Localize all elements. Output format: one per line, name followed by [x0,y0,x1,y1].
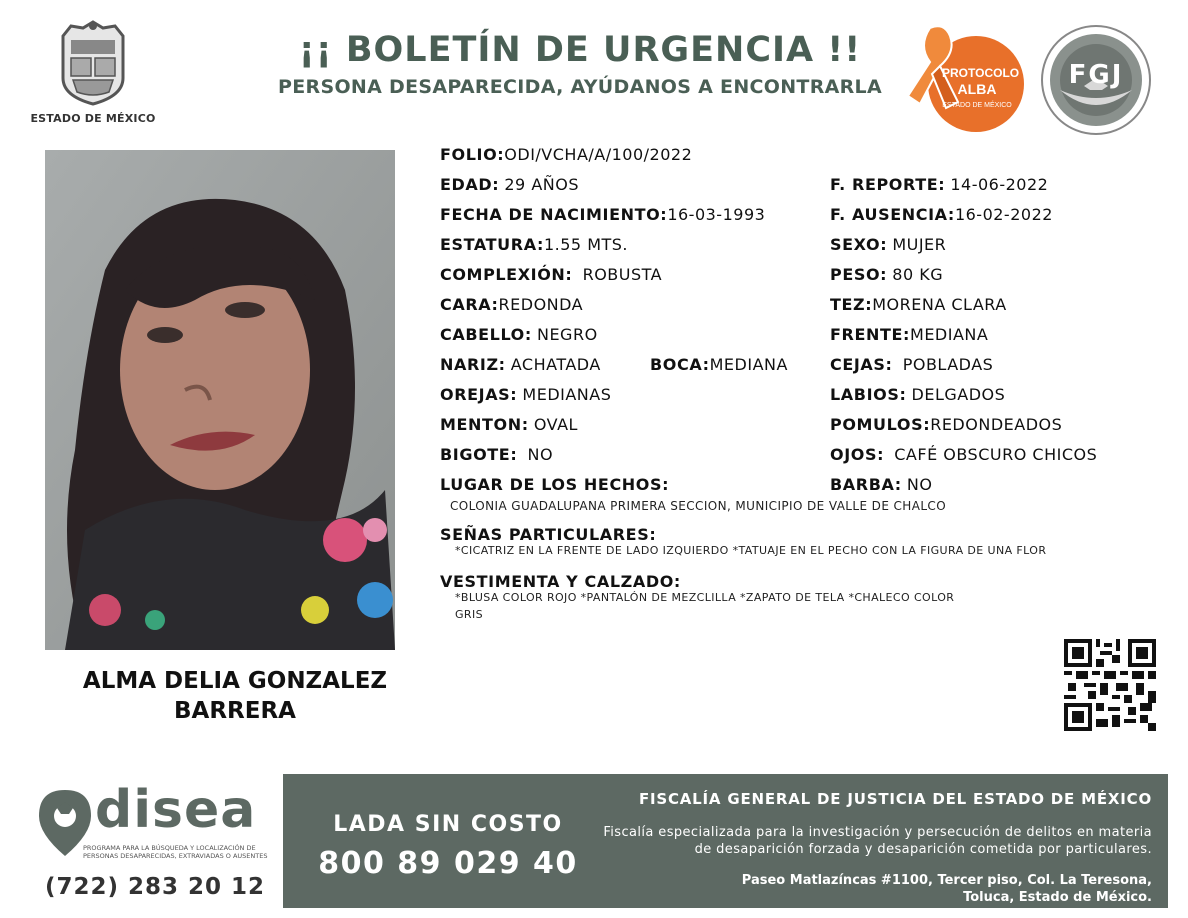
field-cabello [440,325,598,345]
field-edad-label: EDAD: [440,175,500,194]
lada-number[interactable]: 800 89 029 40 [318,846,578,881]
field-f-reporte-value: 14-06-2022 [950,175,1049,194]
field-pomulos [830,415,1062,435]
field-tez-value: MORENA CLARA [872,295,1007,314]
coat-of-arms-icon [53,18,133,106]
address-line2: Toluca, Estado de México. [963,890,1152,905]
fgj-text: FGJ [1068,60,1124,90]
alba-line3: ESTADO DE MÉXICO [942,102,1012,109]
field-lugar-label: LUGAR DE LOS HECHOS: [440,475,670,494]
address-line1: Paseo Matlazíncas #1100, Tercer piso, Col. La Teresona, [741,873,1152,888]
lada-title: LADA SIN COSTO [333,812,563,837]
field-cara [440,295,583,315]
field-lugar [440,475,669,495]
field-boca [650,355,788,375]
person-photo-illustration [45,150,395,650]
field-f-ausencia-value: 16-02-2022 [954,205,1053,224]
field-complexion-label: COMPLEXIÓN: [440,265,573,284]
odisea-word: disea [95,780,257,840]
fiscalia-description: Fiscalía especializada para la investigación y persecución de delitos en materia de desaparición forzada y desaparición cometida por particulares. [603,825,1152,857]
alba-line1: PROTOCOLO [942,66,1020,80]
field-estatura-value: 1.55 MTS. [543,235,629,254]
field-complexion-value: ROBUSTA [582,265,663,284]
field-nacimiento-label: FECHA DE NACIMIENTO: [440,205,668,224]
field-pomulos-label: POMULOS: [830,415,931,434]
field-labios-label: LABIOS: [830,385,907,404]
field-f-ausencia [830,205,1053,225]
qr-code-icon[interactable] [1064,639,1156,731]
field-pomulos-value: REDONDEADOS [930,415,1063,434]
field-peso-label: PESO: [830,265,888,284]
field-peso-value: 80 KG [892,265,944,284]
field-senas [440,525,656,545]
field-f-reporte [830,175,1048,195]
field-bigote-value: NO [527,445,554,464]
person-photo [45,150,395,650]
person-name [40,666,430,726]
odisea-caption: PROGRAMA PARA LA BÚSQUEDA Y LOCALIZACIÓN DE PERSONAS DESAPARECIDAS, EXTRAVIADAS O AUSENTES [83,844,268,860]
field-frente [830,325,988,345]
field-cejas-value: POBLADAS [902,355,994,374]
field-estatura-label: ESTATURA: [440,235,544,254]
protocolo-alba-logo [900,22,1030,132]
field-ojos [830,445,1097,465]
field-ojos-value: CAFÉ OBSCURO CHICOS [894,445,1098,464]
footer-band [283,774,1168,908]
field-cejas-label: CEJAS: [830,355,893,374]
odisea-logo [35,780,280,864]
field-lugar-value: COLONIA GUADALUPANA PRIMERA SECCION, MUNICIPIO DE VALLE DE CHALCO [450,499,947,513]
field-bigote [440,445,553,465]
field-cara-value: REDONDA [498,295,584,314]
field-labios-value: DELGADOS [911,385,1006,404]
field-boca-value: MEDIANA [709,355,788,374]
alba-line2: ALBA [957,81,997,97]
field-senas-value: *CICATRIZ EN LA FRENTE DE LADO IZQUIERDO *TATUAJE EN EL PECHO CON LA FIGURA DE UNA FLOR [455,544,1047,557]
person-name-line2: BARRERA [174,698,296,724]
page-subtitle: PERSONA DESAPARECIDA, AYÚDANOS A ENCONTRARLA [278,76,882,98]
field-frente-value: MEDIANA [910,325,989,344]
field-sexo [830,235,946,255]
field-f-ausencia-label: F. AUSENCIA: [830,205,955,224]
field-barba [830,475,932,495]
field-orejas-value: MEDIANAS [522,385,612,404]
field-estatura [440,235,628,255]
field-menton [440,415,578,435]
field-ojos-label: OJOS: [830,445,885,464]
field-folio [440,145,692,165]
field-cabello-label: CABELLO: [440,325,532,344]
field-orejas [440,385,611,405]
field-peso [830,265,943,285]
field-sexo-label: SEXO: [830,235,888,254]
field-menton-label: MENTON: [440,415,529,434]
field-vestimenta [440,572,681,592]
field-nariz-value: ACHATADA [510,355,601,374]
field-vestimenta-value-line1: *BLUSA COLOR ROJO *PANTALÓN DE MEZCLILLA *ZAPATO DE TELA *CHALECO COLOR [455,591,955,604]
field-cara-label: CARA: [440,295,499,314]
field-edad-value: 29 AÑOS [504,175,579,194]
field-sexo-value: MUJER [892,235,947,254]
field-cejas [830,355,993,375]
estado-caption: ESTADO DE MÉXICO [30,112,156,125]
estado-de-mexico-logo [28,18,158,125]
field-nacimiento [440,205,765,225]
field-orejas-label: OREJAS: [440,385,518,404]
field-vestimenta-value-line2: GRIS [455,608,483,621]
person-name-line1: ALMA DELIA GONZALEZ [82,668,388,694]
field-edad [440,175,579,195]
page-title: ¡¡ BOLETÍN DE URGENCIA !! [298,30,862,70]
field-tez-label: TEZ: [830,295,873,314]
field-vestimenta-label: VESTIMENTA Y CALZADO: [440,572,681,591]
field-senas-label: SEÑAS PARTICULARES: [440,525,657,544]
field-nacimiento-value: 16-03-1993 [667,205,766,224]
field-barba-label: BARBA: [830,475,902,494]
fgj-seal-logo [1040,24,1152,136]
fiscalia-title: FISCALÍA GENERAL DE JUSTICIA DEL ESTADO DE MÉXICO [638,790,1152,808]
odisea-phone[interactable]: (722) 283 20 12 [44,874,266,900]
field-frente-label: FRENTE: [830,325,911,344]
field-complexion [440,265,662,285]
field-cabello-value: NEGRO [536,325,598,344]
field-nariz-label: NARIZ: [440,355,506,374]
field-folio-value: ODI/VCHA/A/100/2022 [504,145,693,164]
field-menton-value: OVAL [533,415,578,434]
fiscalia-address [652,872,1152,906]
field-f-reporte-label: F. REPORTE: [830,175,946,194]
field-boca-label: BOCA: [650,355,710,374]
field-labios [830,385,1005,405]
field-bigote-label: BIGOTE: [440,445,518,464]
field-folio-label: FOLIO: [440,145,505,164]
field-tez [830,295,1007,315]
field-barba-value: NO [906,475,933,494]
field-nariz [440,355,601,375]
